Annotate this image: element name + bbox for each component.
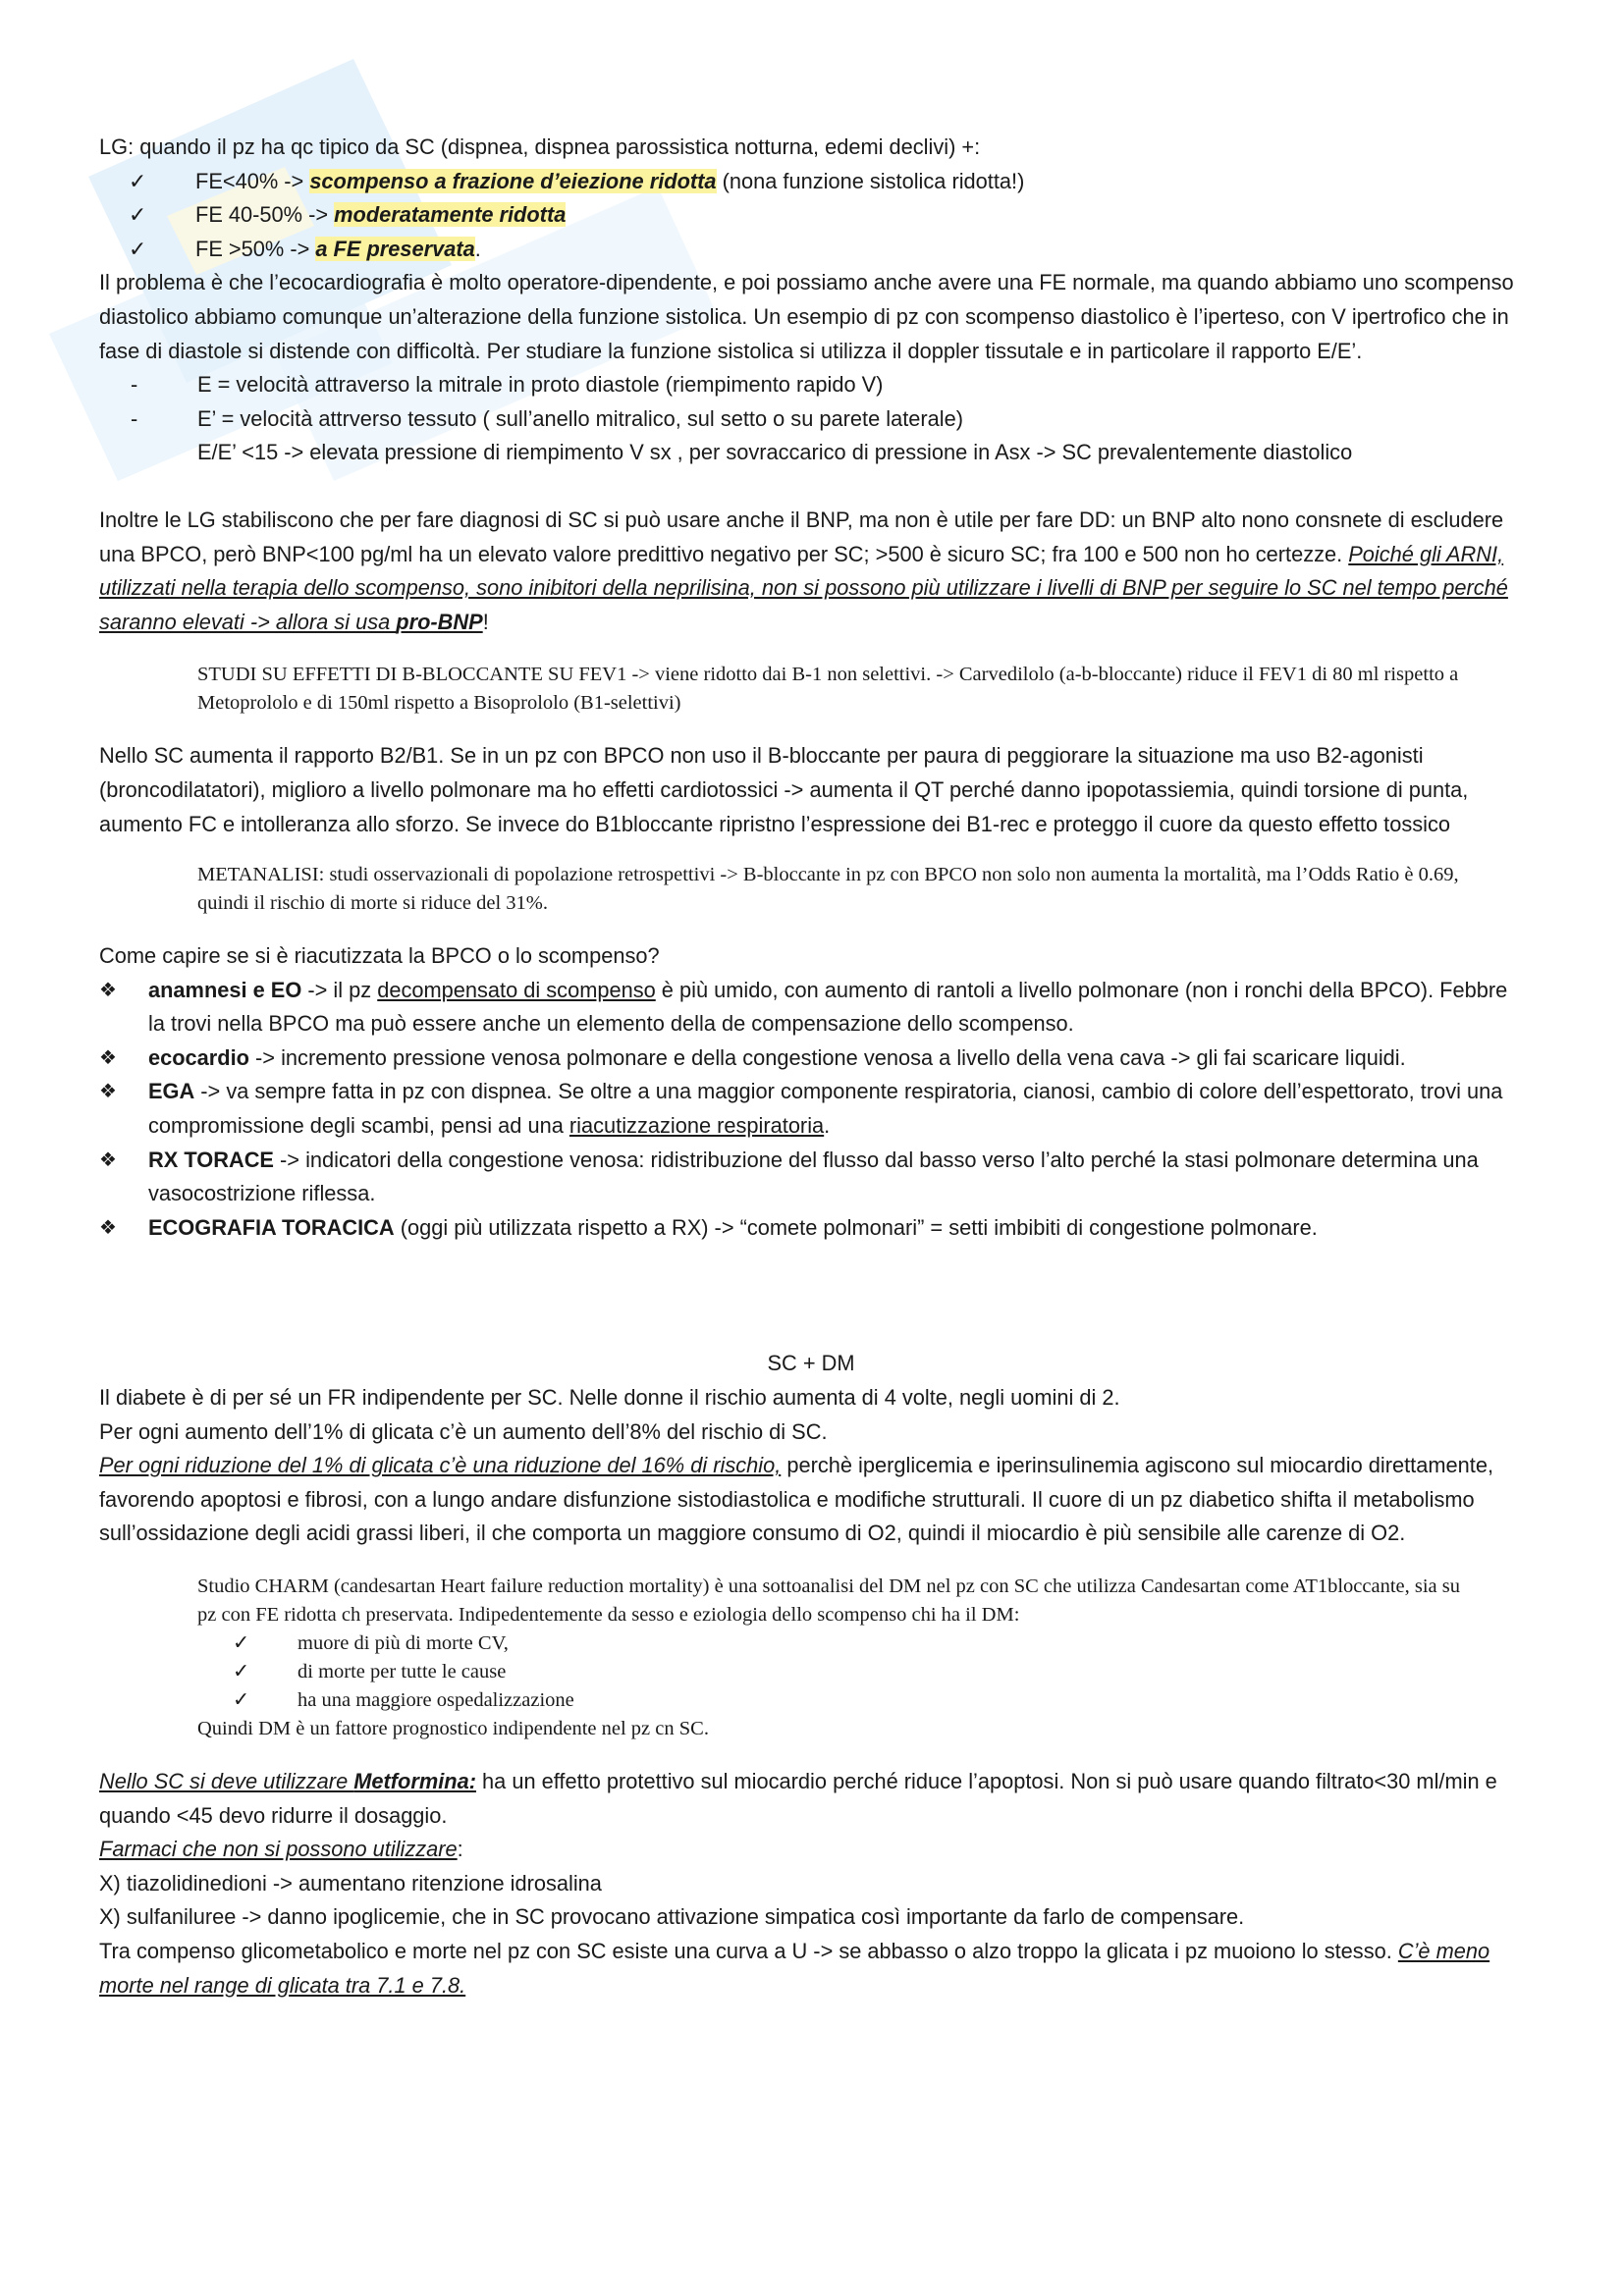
study-box: STUDI SU EFFETTI DI B-BLOCCANTE SU FEV1 -> viene ridotto dai B-1 non selettivi. -> Carvedilolo (a-b-bloccante) riduce il FEV1 di 80 ml rispetto a Metoprololo e di 150ml rispetto a Bisoprololo (B1-selettivi) [197, 664, 1459, 715]
bnp-paragraph: Inoltre le LG stabiliscono che per fare diagnosi di SC si può usare anche il BNP, ma non è utile per fare DD: un BNP alto nono consnete di escludere una BPCO, però BNP<100 pg/ml ha un elevato valore predittivo negativo per SC; >500 è sicuro SC; fra 100 e 500 non ho certezze. Poiché gli ARNI, utilizzati nella terapia dello scompenso, sono inibitori della neprilisina, non si possono più utilizzare i livelli di BNP per seguire lo SC nel tempo perché saranno elevati -> allora si usa pro-BNP! [99, 507, 1508, 634]
section-title: SC + DM [767, 1351, 855, 1376]
metanalysis-box: METANALISI: studi osservazionali di popolazione retrospettivi -> B-bloccante in pz con BPCO non solo non aumenta la mortalità, ma l’Odds Ratio è 0.69, quindi il rischio di morte si riduce del 31%. [197, 864, 1459, 915]
checkmark-icon: ✓ [129, 202, 147, 228]
checkmark-icon: ✓ [233, 1632, 250, 1654]
dm-paragraph-2: Per ogni aumento dell’1% di glicata c’è un aumento dell’8% del rischio di SC. [99, 1418, 828, 1444]
dash-icon: - [131, 405, 138, 431]
checkmark-icon: ✓ [233, 1661, 250, 1682]
diamond-bullet-icon: ❖ [99, 1216, 117, 1239]
fe-item: ✓ FE 40-50% -> moderatamente ridotta [99, 198, 1523, 233]
dm-paragraph-1: Il diabete è di per sé un FR indipendente per SC. Nelle donne il rischio aumenta di 4 volte, negli uomini di 2. [99, 1385, 1120, 1411]
criteria-item: ❖ ecocardio -> incremento pressione venosa polmonare e della congestione venosa a livello della vena cava -> gli fai scaricare liquidi. [99, 1041, 1523, 1076]
dash-item: - E = velocità attraverso la mitrale in proto diastole (riempimento rapido V) [99, 368, 1523, 402]
document-body [99, 131, 1523, 2002]
diamond-bullet-icon: ❖ [99, 979, 117, 1001]
b2b1-paragraph: Nello SC aumenta il rapporto B2/B1. Se in un pz con BPCO non uso il B-bloccante per paura di peggiorare la situazione ma uso B2-agonisti (broncodilatatori), miglioro a livello polmonare ma ho effetti cardiotossici -> aumenta il QT perché danno ipopotassiemia, quindi torsione di punta, aumento FC e intolleranza allo sforzo. Se invece do B1bloccante ripristno l’espressione dei B1-rec e proteggo il cuore da questo effetto tossico [99, 743, 1469, 836]
farmaci-item: X) sulfaniluree -> danno ipoglicemie, che in SC provocano attivazione simpatica così importante da farlo de compensare. [99, 1904, 1245, 1930]
ee-line: E/E’ <15 -> elevata pressione di riempimento V sx , per sovraccarico di pressione in Asx -> SC prevalentemente diastolico [197, 440, 1353, 465]
eco-paragraph: Il problema è che l’ecocardiografia è molto operatore-dipendente, e poi possiamo anche avere una FE normale, ma quando abbiamo uno scompenso diastolico abbiamo comunque un’alterazione della funzione sistolica. Un esempio di pz con scompenso diastolico è l’iperteso, con V ipertrofico che in fase di diastole si distende con difficoltà. Per studiare la funzione sistolica si utilizza il doppler tissutale e in particolare il rapporto E/E’. [99, 270, 1514, 363]
charm-bullet: ✓ di morte per tutte le cause [197, 1658, 1484, 1686]
dm-paragraph-3: Per ogni riduzione del 1% di glicata c’è una riduzione del 16% di rischio, perchè iperglicemia e iperinsulinemia agiscono sul miocardio direttamente, favorendo apoptosi e fibrosi, con a lungo andare disfunzione sistodiastolica e modifiche strutturali. Il cuore di un pz diabetico shifta il metabolismo sull’ossidazione degli acidi grassi liberi, il che comporta un maggiore consumo di O2, quindi il miocardio è più sensibile alle carenze di O2. [99, 1453, 1493, 1546]
checkmark-icon: ✓ [233, 1689, 250, 1711]
diamond-bullet-icon: ❖ [99, 1046, 117, 1069]
charm-box: Studio CHARM (candesartan Heart failure reduction mortality) è una sottoanalisi del DM nel pz con SC che utilizza Candesartan come AT1bloccante, sia su pz con FE ridotta ch preservata. Indipedentemente da sesso e eziologia dello scompenso chi ha il DM: ✓ muore di più di morte CV, ✓ di morte per tutte le cause ✓ ha una maggiore ospedalizzazione Quindi DM è un fattore prognostico indipendente nel pz cn SC. [197, 1573, 1484, 1743]
fe-item: ✓ FE<40% -> scompenso a frazione d’eiezione ridotta (nona funzione sistolica ridotta!) [99, 165, 1523, 199]
dash-item: - E’ = velocità attrverso tessuto ( sull’anello mitralico, sul setto o su parete laterale) [99, 402, 1523, 437]
checkmark-icon: ✓ [129, 168, 147, 193]
criteria-item: ❖ EGA -> va sempre fatta in pz con dispnea. Se oltre a una maggior componente respiratoria, cianosi, cambio di colore dell’espettorato, trovi una compromissione degli scambi, pensi ad una riacutizzazione respiratoria. [99, 1075, 1523, 1143]
diamond-bullet-icon: ❖ [99, 1081, 117, 1103]
diamond-bullet-icon: ❖ [99, 1148, 117, 1171]
question: Come capire se si è riacutizzata la BPCO o lo scompenso? [99, 943, 660, 969]
criteria-item: ❖ anamnesi e EO -> il pz decompensato di scompenso è più umido, con aumento di rantoli a livello polmonare (non i ronchi della BPCO). Febbre la trovi nella BPCO ma può essere anche un elemento della de compensazione dello scompenso. [99, 974, 1523, 1041]
charm-bullet: ✓ muore di più di morte CV, [197, 1629, 1484, 1658]
final-paragraph: Tra compenso glicometabolico e morte nel pz con SC esiste una curva a U -> se abbasso o alzo troppo la glicata i pz muoiono lo stesso. C’è meno morte nel range di glicata tra 7.1 e 7.8. [99, 1938, 1490, 1998]
dash-icon: - [131, 372, 138, 398]
farmaci-title: Farmaci che non si possono utilizzare: [99, 1837, 463, 1862]
criteria-item: ❖ RX TORACE -> indicatori della congestione venosa: ridistribuzione del flusso dal basso verso l’alto perché la stasi polmonare determina una vasocostrizione riflessa. [99, 1144, 1523, 1211]
farmaci-item: X) tiazolidinedioni -> aumentano ritenzione idrosalina [99, 1870, 602, 1896]
metformina-paragraph: Nello SC si deve utilizzare Metformina: ha un effetto protettivo sul miocardio perché riduce l’apoptosi. Non si può usare quando filtrato<30 ml/min e quando <45 devo ridurre il dosaggio. [99, 1769, 1497, 1828]
charm-bullet: ✓ ha una maggiore ospedalizzazione [197, 1686, 1484, 1715]
fe-item: ✓ FE >50% -> a FE preservata. [99, 233, 1523, 267]
checkmark-icon: ✓ [129, 236, 147, 261]
lg-line: LG: quando il pz ha qc tipico da SC (dispnea, dispnea parossistica notturna, edemi declivi) +: [99, 134, 981, 159]
criteria-item: ❖ ECOGRAFIA TORACICA (oggi più utilizzata rispetto a RX) -> “comete polmonari” = setti imbibiti di congestione polmonare. [99, 1211, 1523, 1246]
